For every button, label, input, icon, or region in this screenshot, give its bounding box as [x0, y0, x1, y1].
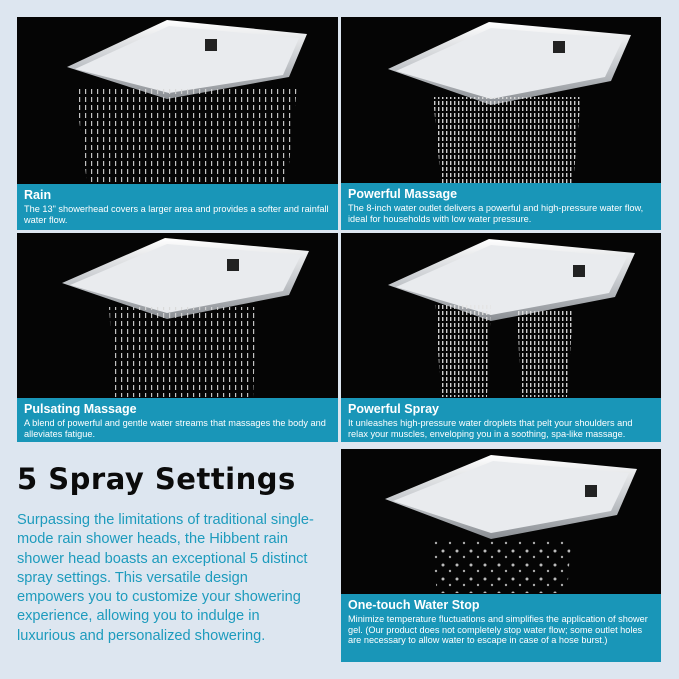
section-heading: 5 Spray Settings: [17, 462, 296, 496]
spray-mode-water-stop-panel: [341, 449, 661, 662]
spray-mode-title: Rain: [24, 188, 52, 202]
spray-mode-title: Powerful Massage: [348, 187, 458, 201]
spray-mode-caption: [341, 594, 661, 662]
spray-mode-powerful-massage-panel: [341, 17, 661, 230]
spray-mode-caption: [17, 184, 338, 230]
section-description: Surpassing the limitations of traditional single-mode rain shower heads, the Hibbent rain shower head boasts an exceptional 5 distinct spray settings. This versatile design empowers you to customize your showering experience, allowing you to indulge in luxurious and personalized showering.: [17, 512, 314, 644]
spray-mode-description: Minimize temperature fluctuations and simplifies the application of shower gel. (Our product does not completely stop water flow; some outlet holes are necessary to allow water to escape in case of a hose burst.): [348, 614, 648, 645]
spray-mode-title: Powerful Spray: [348, 402, 439, 416]
spray-mode-caption: [17, 398, 338, 442]
spray-mode-description: The 13" showerhead covers a larger area and provides a softer and rainfall water flow.: [24, 204, 329, 225]
spray-mode-title: One-touch Water Stop: [348, 598, 480, 612]
spray-mode-powerful-spray-panel: [341, 233, 661, 442]
spray-mode-description: The 8-inch water outlet delivers a powerful and high-pressure water flow, ideal for households with low water pressure.: [348, 203, 644, 224]
spray-mode-rain-panel: [17, 17, 338, 230]
spray-mode-caption: [341, 183, 661, 230]
spray-mode-title: Pulsating Massage: [24, 402, 137, 416]
spray-mode-description: It unleashes high-pressure water droplets that pelt your shoulders and relax your muscles, enveloping you in a soothing, spa-like massage.: [348, 418, 633, 439]
spray-mode-pulsating-massage-panel: [17, 233, 338, 442]
spray-mode-caption: [341, 398, 661, 442]
spray-mode-description: A blend of powerful and gentle water streams that massages the body and alleviates fatigue.: [24, 418, 326, 439]
